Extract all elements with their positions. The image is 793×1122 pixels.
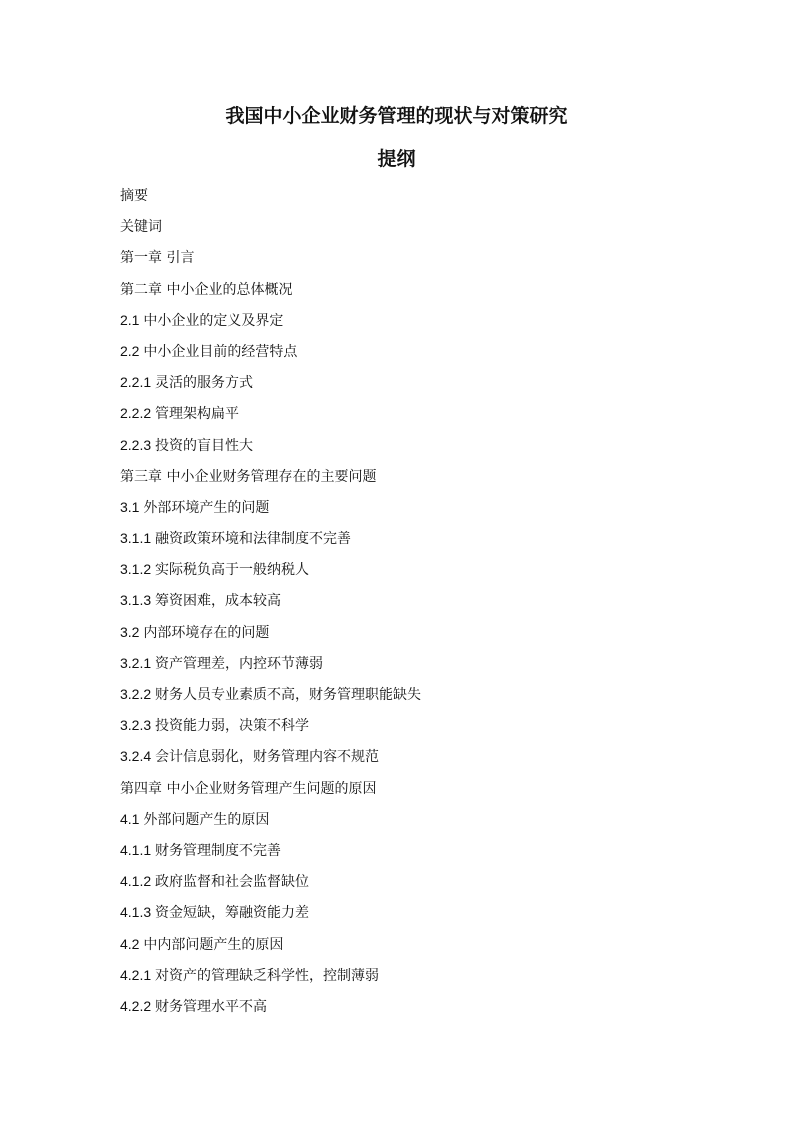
- outline-item-text: 实际税负高于一般纳税人: [155, 562, 310, 579]
- outline-item-number: 3.1: [120, 498, 144, 515]
- document-title: 我国中小企业财务管理的现状与对策研究: [225, 105, 568, 127]
- outline-item-text: 外部问题产生的原因: [143, 811, 270, 828]
- outline-item-number: 3.2.3: [120, 717, 156, 734]
- outline-item-text: 财务人员专业素质不高，财务管理职能缺失: [155, 687, 422, 703]
- outline-item: [120, 554, 740, 585]
- outline-item-text: 中小企业目前的经营特点: [143, 343, 298, 360]
- outline-list: [120, 180, 740, 1022]
- outline-item: [120, 242, 740, 273]
- outline-item: [120, 492, 740, 523]
- outline-item: [120, 741, 740, 772]
- outline-item: [120, 866, 740, 897]
- outline-item-number: 2.2.1: [120, 374, 156, 391]
- outline-item: [120, 679, 740, 710]
- outline-item-number: 3.2.1: [120, 654, 156, 671]
- outline-item: [120, 648, 740, 679]
- outline-item: [120, 585, 740, 616]
- outline-item-text: 中小企业的定义及界定: [143, 312, 284, 329]
- outline-item-text: 外部环境产生的问题: [143, 499, 270, 516]
- outline-item-number: 4.1.2: [120, 873, 156, 890]
- outline-item-number: 3.2.4: [120, 748, 156, 765]
- outline-item-number: 4.2.1: [120, 966, 156, 983]
- outline-item-number: 4.2.2: [120, 997, 156, 1014]
- outline-item-number: 3.1.2: [120, 561, 156, 578]
- outline-item-number: 3.2: [120, 623, 144, 640]
- outline-item: [120, 211, 740, 242]
- outline-item: [120, 336, 740, 367]
- outline-item-number: 2.2.2: [120, 405, 156, 422]
- outline-item-text: 内部环境存在的问题: [143, 624, 270, 641]
- outline-item: [120, 710, 740, 741]
- outline-item-number: 2.2: [120, 342, 144, 359]
- outline-item-number: 3.1.1: [120, 530, 156, 547]
- outline-item: [120, 960, 740, 991]
- outline-item-number: 3.1.3: [120, 592, 156, 609]
- outline-item: [120, 929, 740, 960]
- outline-item-text: 灵活的服务方式: [155, 375, 254, 392]
- outline-item-text: 政府监督和社会监督缺位: [155, 874, 310, 891]
- outline-item: [120, 461, 740, 492]
- outline-item: [120, 398, 740, 429]
- outline-item-text: 关键词: [120, 219, 162, 236]
- outline-item: [120, 991, 740, 1022]
- outline-item: [120, 180, 740, 211]
- outline-item-text: 融资政策环境和法律制度不完善: [155, 531, 352, 548]
- outline-item-text: 会计信息弱化，财务管理内容不规范: [155, 749, 380, 766]
- outline-item-text: 资金短缺，筹融资能力差: [155, 905, 310, 922]
- outline-item: [120, 430, 740, 461]
- outline-item-text: 财务管理水平不高: [155, 998, 268, 1015]
- outline-item: [120, 367, 740, 398]
- outline-item-text: 投资能力弱，决策不科学: [155, 718, 310, 735]
- outline-item: [120, 305, 740, 336]
- outline-item-number: 4.2: [120, 935, 144, 952]
- outline-item: [120, 523, 740, 554]
- outline-item-text: 第四章 中小企业财务管理产生问题的原因: [120, 780, 377, 797]
- outline-item: [120, 804, 740, 835]
- outline-item-text: 中内部问题产生的原因: [143, 936, 284, 953]
- document-subtitle: 提纲: [377, 148, 416, 170]
- outline-item: [120, 773, 740, 804]
- outline-item-text: 第一章 引言: [120, 250, 195, 267]
- outline-item: [120, 274, 740, 305]
- outline-item-text: 筹资困难，成本较高: [155, 593, 282, 610]
- outline-item-number: 4.1: [120, 810, 144, 827]
- outline-item-number: 4.1.3: [120, 904, 156, 921]
- outline-item-text: 对资产的管理缺乏科学性，控制薄弱: [155, 967, 380, 984]
- outline-item-text: 资产管理差，内控环节薄弱: [155, 655, 324, 672]
- outline-item: [120, 835, 740, 866]
- outline-item-text: 管理架构扁平: [155, 406, 240, 423]
- outline-item: [120, 897, 740, 928]
- outline-item-text: 第三章 中小企业财务管理存在的主要问题: [120, 468, 377, 485]
- outline-item-text: 摘要: [120, 188, 148, 204]
- outline-item-text: 财务管理制度不完善: [155, 842, 282, 859]
- outline-item-number: 4.1.1: [120, 841, 156, 858]
- outline-item-text: 第二章 中小企业的总体概况: [120, 281, 293, 298]
- outline-item-number: 2.2.3: [120, 436, 156, 453]
- outline-item-number: 2.1: [120, 311, 144, 328]
- outline-item: [120, 617, 740, 648]
- outline-item-text: 投资的盲目性大: [155, 437, 254, 454]
- outline-item-number: 3.2.2: [120, 686, 156, 702]
